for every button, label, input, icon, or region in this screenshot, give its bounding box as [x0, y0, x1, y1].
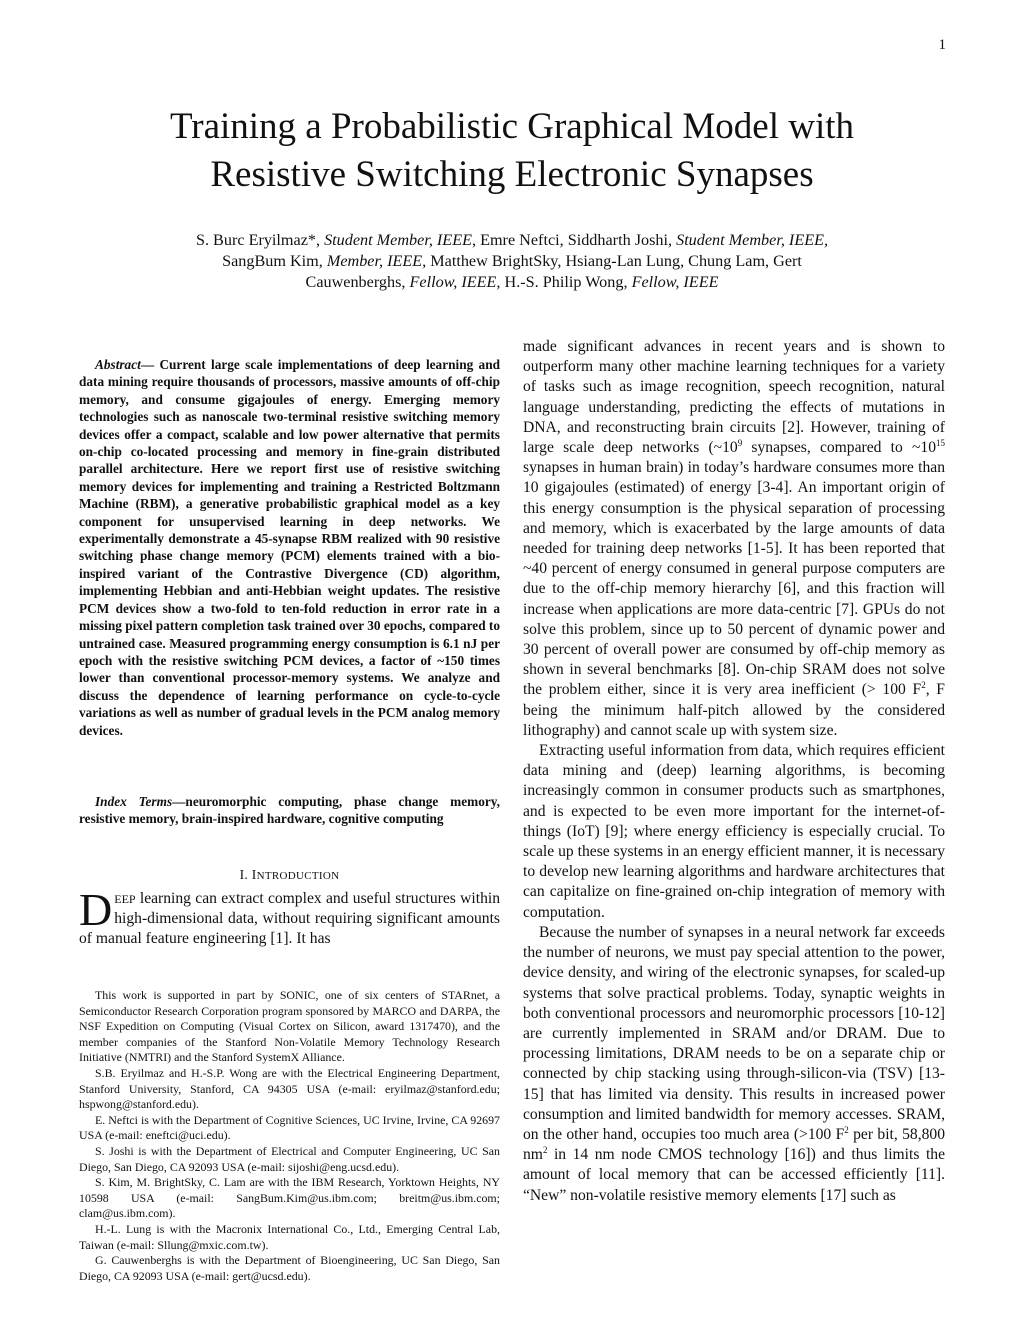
superscript: 2 [921, 680, 926, 691]
title-line-1: Training a Probabilistic Graphical Model with [169, 106, 855, 147]
author-role-6: Fellow, IEEE [631, 273, 719, 291]
section-heading [79, 867, 500, 883]
index-terms [79, 793, 500, 828]
author-text-5: Cauwenberghs, [305, 273, 410, 291]
title-line-2: Resistive Switching Electronic Synapses [210, 154, 814, 195]
body-paragraph-2: Extracting useful information from data, which requires efficient data mining and (deep) learning algorithms, is becoming increasingly common in consumer products such as smartphones, and is expected to be even more important for the internet-of-things (IoT) [9]; where energy efficiency is especially crucial. To scale up these systems in an energy efficient manner, it is necessary to develop new learning algorithms and hardware architectures that can capitalize on fine-grained on-chip integration of memory with computation. [523, 742, 945, 921]
author-text-2: , Emre Neftci, Siddharth Joshi, [471, 231, 677, 249]
author-role-5: Fellow, IEEE, [409, 273, 501, 291]
author-role-3: Member, IEEE, [326, 252, 427, 270]
section-numeral: I. [239, 867, 252, 882]
body-text: synapses in human brain) in today’s hardware consumes more than 10 gigajoules (estimated) of energy [3-4]. An important origin of this energy consumption is the physical separation of processing and memory, which is exacerbated by the large amounts of data needed for training deep networks [1-5]. It has been reported that ~40 percent of energy consumed in general purpose computers are due to the off-chip memory hierarchy [6], and this fraction will increase when applications are more data-centric [7]. GPUs do not solve this problem, since up to 50 percent of dynamic power and 30 percent of overall power are consumed by off-chip memory as shown in several benchmarks [8]. On-chip SRAM does not solve the problem either, since it is very area inefficient (> 100 F [523, 459, 945, 699]
author-role-1: Student Member, IEEE [324, 231, 472, 249]
abstract-dash: — [140, 357, 160, 372]
author-text-3: SangBum Kim, [222, 252, 327, 270]
footnotes [79, 988, 500, 1284]
intro-paragraph [79, 884, 500, 950]
intro-smallcaps: EEP [114, 892, 136, 906]
footnote: E. Neftci is with the Department of Cognitive Sciences, UC Irvine, Irvine, CA 92697 USA (e-mail: eneftci@uci.edu). [79, 1112, 500, 1143]
intro-text: learning can extract complex and useful structures within high-dimensional data, without requiring significant amounts of manual feature engineering [1]. It has [79, 890, 500, 948]
footnote: S. Kim, M. BrightSky, C. Lam are with the IBM Research, Yorktown Heights, NY 10598 USA (e-mail: SangBum.Kim@us.ibm.com; breitm@us.ibm.com; clam@us.ibm.com). [79, 1175, 500, 1221]
footnote: This work is supported in part by SONIC, one of six centers of STARnet, a Semiconductor Research Corporation program sponsored by MARCO and DARPA, the NSF Expedition on Computing (Visual Cortex on Silicon, award 1317470), and the member companies of the Stanford Non-Volatile Memory Technology Research Initiative (NMTRI) and the Stanford SystemX Alliance. [79, 988, 500, 1065]
body-text: , F being the minimum half-pitch allowed by the considered lithography) and cannot scale up with system size. [523, 681, 945, 739]
index-terms-text: —neuromorphic computing, phase change memory, resistive memory, brain-inspired hardware, cognitive computing [79, 794, 501, 827]
body-text: Because the number of synapses in a neural network far exceeds the number of neurons, we must pay special attention to the power, device density, and wiring of the electronic synapses, for scaled-up systems that solve practical problems. Today, synaptic weights in both conventional processors and neuromorphic processors [10-12] are currently implemented in SRAM and/or DRAM. Due to processing limitations, DRAM needs to be on a separate chip or connected by chip stacking using through-silicon-via (TSV) [13-15] that has limited via density. This results in increased power consumption and limited bandwidth for memory accesses. SRAM, on the other hand, occupies too much area (>100 F [523, 923, 945, 1143]
abstract [79, 356, 500, 739]
author-text-6: H.-S. Philip Wong, [500, 273, 632, 291]
body-text: made significant advances in recent years and is shown to outperform many other machine learning techniques for a variety of tasks such as image recognition, speech recognition, natural language understanding, predicting the effects of mutations in DNA, and reconstructing brain circuits [2]. However, training of large scale deep networks (~10 [523, 338, 945, 457]
superscript: 15 [936, 437, 945, 448]
footnote: G. Cauwenberghs is with the Department of Bioengineering, UC San Diego, San Diego, CA 92093 USA (e-mail: gert@ucsd.edu). [79, 1253, 500, 1283]
footnote: H.-L. Lung is with the Macronix International Co., Ltd., Emerging Central Lab, Taiwan (e-mail: Sllung@mxic.com.tw). [79, 1221, 500, 1252]
paper-title [0, 103, 1024, 199]
footnote: S.B. Eryilmaz and H.-S.P. Wong are with the Electrical Engineering Department, Stanford University, Stanford, CA 94305 USA (e-mail: eryilmaz@stanford.edu; hspwong@stanford.edu). [79, 1065, 500, 1112]
body-text: per bit, 58,800 nm [523, 1125, 945, 1164]
page-number: 1 [938, 37, 946, 53]
author-text-4: Matthew BrightSky, Hsiang-Lan Lung, Chung Lam, Gert [426, 252, 802, 270]
body-paragraph-3 [523, 923, 945, 1206]
index-terms-label: Index Terms [95, 794, 173, 809]
abstract-label: Abstract [95, 357, 141, 372]
drop-cap: D [79, 884, 113, 935]
superscript: 2 [844, 1124, 849, 1135]
section-initial: I [251, 867, 257, 882]
abstract-text: Current large scale implementations of deep learning and data mining require thousands of processors, massive amounts of off-chip memory, and consume gigajoules of energy. Emerging memory technologies such as nanoscale two-terminal resistive switching memory devices offer a compact, scalable and low power alternative that permits on-chip co-located processing and memory in fine-grain distributed parallel architecture. Here we report first use of resistive switching memory devices for implementing and training a Restricted Boltzmann Machine (RBM), a generative probabilistic graphical model as a key component for unsupervised learning in deep networks. We experimentally demonstrate a 45-synapse RBM realized with 90 resistive switching phase change memory (PCM) elements trained with a bio-inspired variant of the Contrastive Divergence (CD) algorithm, implementing Hebbian and anti-Hebbian weight updates. The resistive PCM devices show a two-fold to ten-fold reduction in error rate in a missing pixel pattern completion task trained over 30 epochs, compared to untrained case. Measured programming energy consumption is 6.1 nJ per epoch with the resistive switching PCM devices, a factor of ~150 times lower than conventional processor-memory systems. We analyze and discuss the dependence of learning performance on cycle-to-cycle variations as well as number of gradual levels in the PCM analog memory devices. [79, 357, 500, 738]
author-list [80, 230, 944, 293]
author-text-1: S. Burc Eryilmaz*, [195, 231, 325, 249]
section-title-rest: NTRODUCTION [256, 870, 340, 882]
author-role-2: Student Member, IEEE, [676, 231, 829, 249]
superscript: 2 [542, 1144, 548, 1155]
body-text: in 14 nm node CMOS technology [16]) and thus limits the amount of local memory that can be accessed efficiently [11]. “New” non-volatile resistive memory elements [17] such as [523, 1146, 945, 1204]
right-column [523, 337, 945, 1206]
body-text: synapses, compared to ~10 [742, 439, 936, 457]
superscript: 9 [737, 437, 743, 448]
footnote: S. Joshi is with the Department of Electrical and Computer Engineering, UC San Diego, San Diego, CA 92093 USA (e-mail: sijoshi@eng.ucsd.edu). [79, 1143, 500, 1174]
body-paragraph-1 [523, 337, 945, 741]
